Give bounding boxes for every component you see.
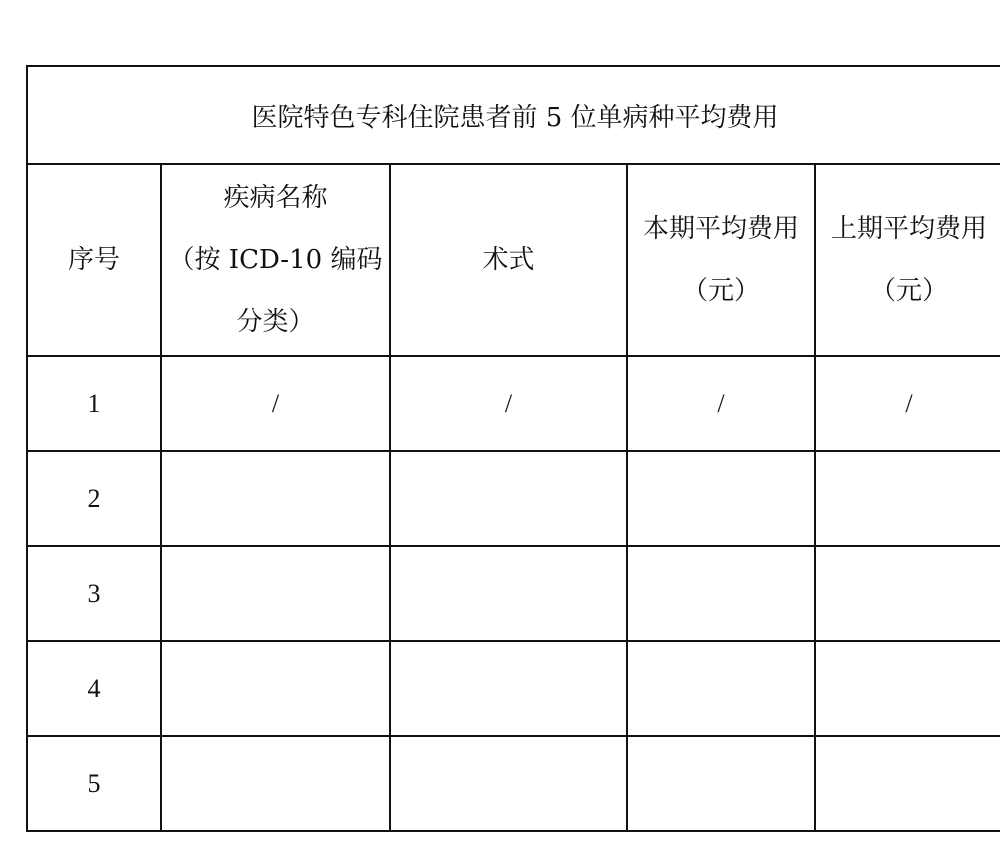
cell-previous-avg xyxy=(815,546,1000,641)
header-current-avg-line-1: 本期平均费用 xyxy=(642,214,799,244)
cell-current-avg xyxy=(627,641,815,736)
cell-disease xyxy=(161,641,390,736)
cell-current-avg xyxy=(627,451,815,546)
cell-disease xyxy=(161,546,390,641)
table-row xyxy=(27,546,1000,641)
cell-index: 2 xyxy=(27,451,161,546)
cell-current-avg xyxy=(627,736,815,831)
cell-index: 4 xyxy=(27,641,161,736)
fee-table xyxy=(26,65,1000,832)
cell-previous-avg xyxy=(815,451,1000,546)
table-title: 医院特色专科住院患者前 5 位单病种平均费用 xyxy=(27,66,1000,164)
header-disease-line-3: 分类） xyxy=(236,307,315,337)
header-disease-line-2: （按 ICD-10 编码 xyxy=(168,245,383,275)
cell-disease xyxy=(161,736,390,831)
header-current-avg xyxy=(627,164,815,356)
cell-procedure xyxy=(390,641,627,736)
cell-index: 3 xyxy=(27,546,161,641)
header-disease xyxy=(161,164,390,356)
cell-disease xyxy=(161,451,390,546)
cell-current-avg: / xyxy=(627,356,815,451)
table-row xyxy=(27,451,1000,546)
header-row xyxy=(27,164,1000,356)
cell-procedure: / xyxy=(390,356,627,451)
header-procedure: 术式 xyxy=(390,164,627,356)
cell-current-avg xyxy=(627,546,815,641)
cell-previous-avg xyxy=(815,641,1000,736)
header-current-avg-line-2: （元） xyxy=(681,276,760,306)
header-previous-avg-line-1: 上期平均费用 xyxy=(831,214,988,244)
table-row xyxy=(27,736,1000,831)
header-previous-avg xyxy=(815,164,1000,356)
cell-procedure xyxy=(390,451,627,546)
header-index: 序号 xyxy=(27,164,161,356)
cell-previous-avg: / xyxy=(815,356,1000,451)
header-previous-avg-line-2: （元） xyxy=(870,276,949,306)
cell-disease: / xyxy=(161,356,390,451)
table-row xyxy=(27,356,1000,451)
cell-procedure xyxy=(390,736,627,831)
caption-row xyxy=(27,66,1000,164)
header-disease-line-1: 疾病名称 xyxy=(223,183,328,213)
cell-procedure xyxy=(390,546,627,641)
cell-index: 5 xyxy=(27,736,161,831)
cell-index: 1 xyxy=(27,356,161,451)
cell-previous-avg xyxy=(815,736,1000,831)
table-row xyxy=(27,641,1000,736)
